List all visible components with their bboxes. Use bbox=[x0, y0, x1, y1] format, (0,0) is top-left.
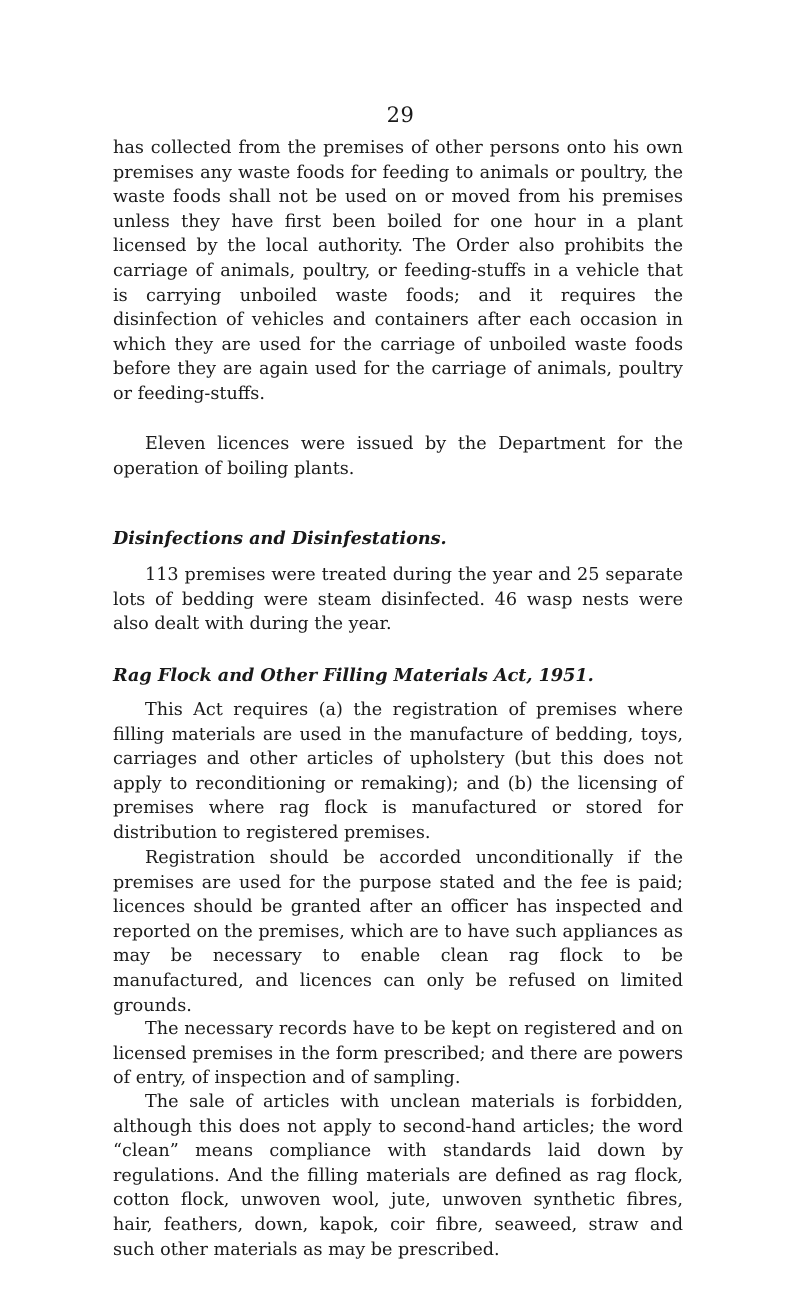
heading-disinfections: Disinfections and Disinfestations. bbox=[113, 528, 447, 549]
heading-rag-flock-act: Rag Flock and Other Filling Materials Act, 1951. bbox=[113, 665, 594, 686]
paragraph-registration: Registration should be accorded unconditionally if the premises are used for the purpose stated and the fee is paid; licences should be granted after an officer has inspected and reported on the premises, which are to have such appliances as may be necessary to enable clean rag flock to be manufactured, and licences can only be refused on limited grounds. bbox=[113, 848, 683, 1016]
page-number: 29 bbox=[386, 103, 415, 127]
paragraph-waste-foods-order: has collected from the premises of other persons onto his own premises any waste foods for feeding to animals or poultry, the waste foods shall not be used on or moved from his premises unless they have first been boiled for one hour in a plant licensed by the local authority. The Order also prohibits the carriage of animals, poultry, or feeding-stuffs in a vehicle that is carrying unboiled waste foods; and it requires the disinfection of vehicles and containers after each occasion in which they are used for the carriage of unboiled waste foods before they are again used for the carriage of animals, poultry or feeding-stuffs. bbox=[113, 138, 683, 404]
paragraph-boiling-plant-licences: Eleven licences were issued by the Department for the operation of boiling plants. bbox=[113, 434, 683, 479]
paragraph-sale-of-articles: The sale of articles with unclean materials is forbidden, although this does not apply to second-hand articles; the word “clean” means compliance with standards laid down by regulations. And the filling materials are defined as rag flock, cotton flock, unwoven wool, jute, unwoven synthetic fibres, hair, feathers, down, kapok, coir fibre, seaweed, straw and such other materials as may be prescribed. bbox=[113, 1092, 683, 1260]
paragraph-records: The necessary records have to be kept on registered and on licensed premises in the form prescribed; and there are powers of entry, of inspection and of sampling. bbox=[113, 1019, 683, 1089]
paragraph-premises-treated: 113 premises were treated during the year and 25 separate lots of bedding were steam disinfected. 46 wasp nests were also dealt with during the year. bbox=[113, 565, 683, 635]
paragraph-act-requirements: This Act requires (a) the registration of premises where filling materials are used in the manufacture of bedding, toys, carriages and other articles of upholstery (but this does not apply to reconditioning or remaking); and (b) the licensing of premises where rag flock is manufactured or stored for distribution to registered premises. bbox=[113, 700, 683, 843]
